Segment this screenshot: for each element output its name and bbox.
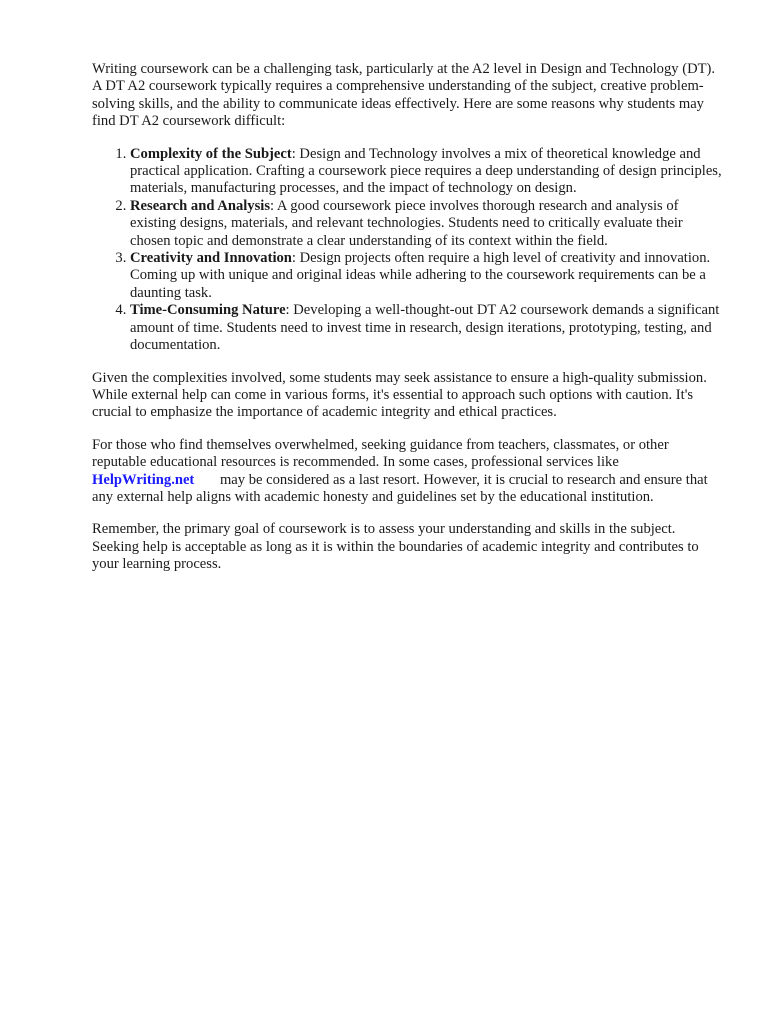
- guidance-text-before: For those who find themselves overwhelmed, seeking guidance from teachers, classmates, or other reputable educational resources is recommended. In some cases, professional services like: [92, 436, 669, 471]
- intro-paragraph: Writing coursework can be a challenging task, particularly at the A2 level in Design and Technology (DT). A DT A2 coursework typically requires a comprehensive understanding of the subject, creative problem-solving skills, and the ability to communicate ideas effectively. Here are some reasons why students may find DT A2 coursework difficult:: [92, 61, 716, 130]
- list-item: [130, 146, 722, 198]
- list-item: [130, 250, 722, 302]
- guidance-text-after: may be considered as a last resort. However, it is crucial to research and ensure that any external help aligns with academic honesty and guidelines set by the educational institution.: [92, 471, 708, 505]
- document-body: [92, 61, 722, 589]
- helpwriting-link[interactable]: HelpWriting.net: [92, 471, 195, 488]
- conclusion-paragraph: Remember, the primary goal of coursework is to assess your understanding and skills in the subject. Seeking help is acceptable as long as it is within the boundaries of academic integrity and contributes to your learning process.: [92, 521, 699, 573]
- list-item: [130, 198, 722, 250]
- reason-text: : A good coursework piece involves thorough research and analysis of existing designs, materials, and relevant technologies. Students need to critically evaluate their chosen topic and demonstrate a clear understanding of its context within the field.: [130, 197, 683, 249]
- reason-term: Research and Analysis: [130, 197, 271, 214]
- reason-text: : Design and Technology involves a mix of theoretical knowledge and practical application. Crafting a coursework piece requires a deep understanding of design principles, materials, manufacturing processes, and the impact of technology on design.: [130, 145, 722, 197]
- guidance-paragraph: [92, 437, 722, 507]
- reason-text: : Developing a well-thought-out DT A2 coursework demands a significant amount of time. Students need to invest time in research, design iterations, prototyping, testing, and documentation.: [130, 302, 720, 354]
- reason-term: Time-Consuming Nature: [130, 302, 286, 319]
- reason-term: Creativity and Innovation: [130, 250, 292, 267]
- reason-text: : Design projects often require a high level of creativity and innovation. Coming up with unique and original ideas while adhering to the coursework requirements can be a daunting task.: [130, 250, 711, 301]
- reasons-list: [92, 146, 722, 355]
- list-item: [130, 302, 722, 354]
- caution-paragraph: Given the complexities involved, some students may seek assistance to ensure a high-quality submission. While external help can come in various forms, it's essential to approach such options with caution. It's crucial to emphasize the importance of academic integrity and ethical practices.: [92, 369, 707, 421]
- reason-term: Complexity of the Subject: [130, 145, 292, 162]
